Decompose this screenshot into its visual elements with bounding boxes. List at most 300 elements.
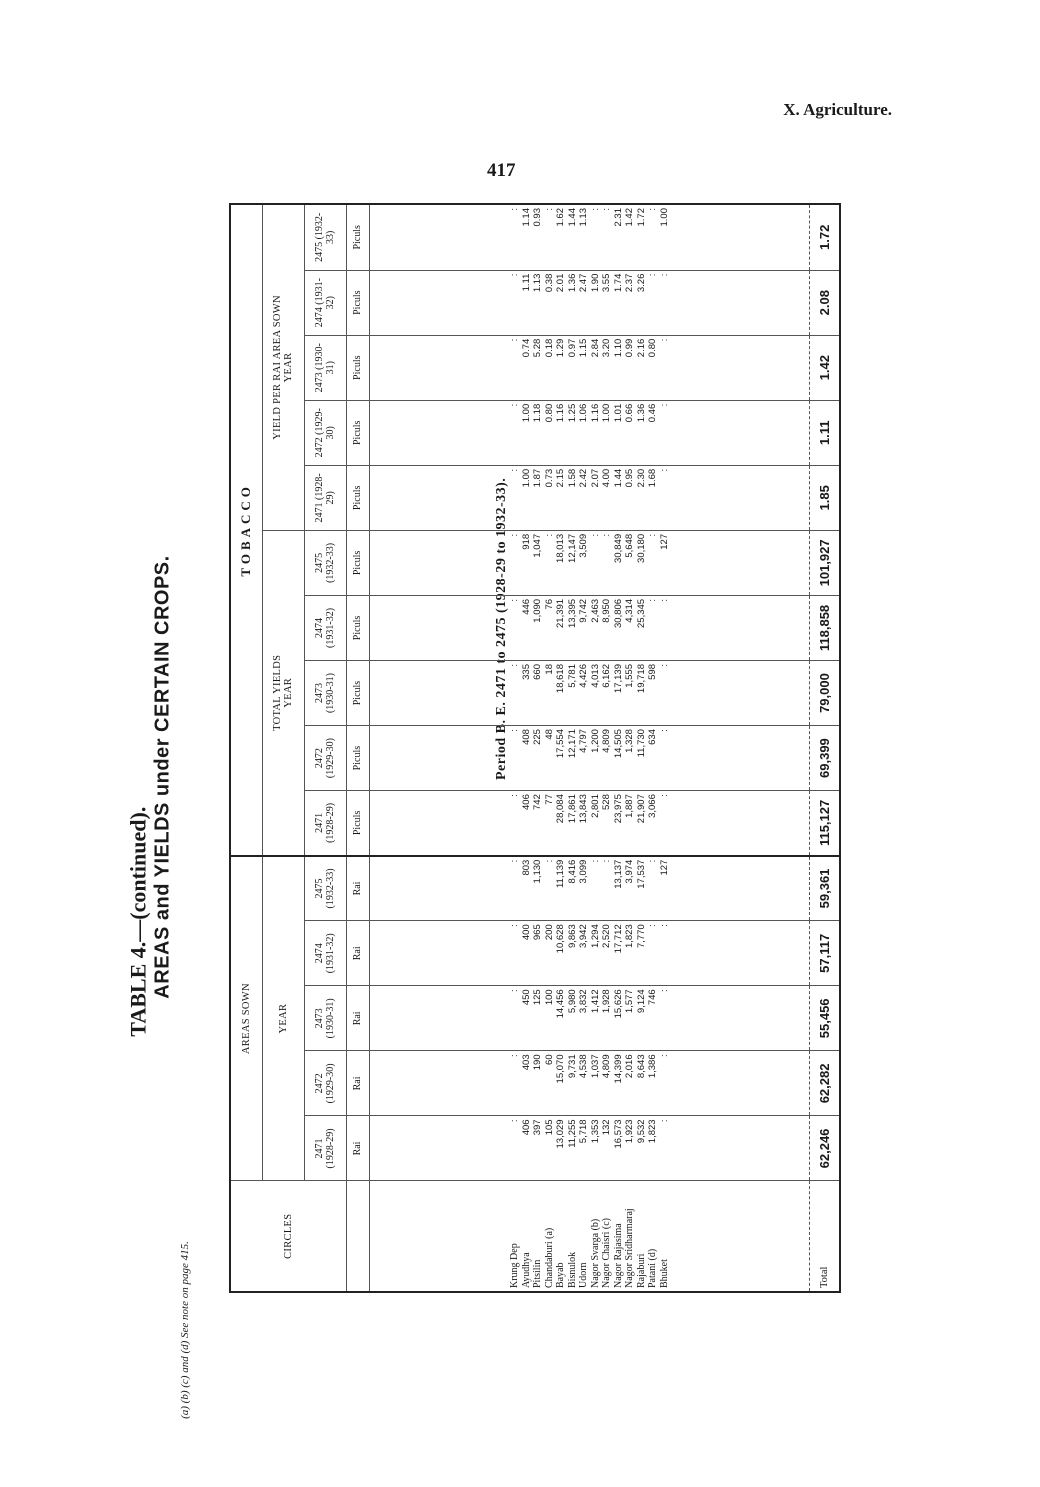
cell-value: 21,907 [635,794,647,824]
cell-value: 335 [520,664,532,680]
cell-value: 1,294 [589,924,601,949]
cell-value: 1.62 [555,208,567,227]
cell-value: 77 [543,794,555,805]
year-be: 2472 [314,748,326,769]
yield-column [370,726,810,791]
unit-rai: Rai [346,1116,370,1181]
cell-value: : [589,208,601,211]
cell-value: 30,180 [635,533,647,563]
cell-value: 14,456 [555,989,567,1019]
cell-value: 4.00 [601,468,613,488]
cell-value: 13,137 [612,859,624,889]
rai-column-values [509,404,670,462]
year-header [304,1051,346,1116]
cell-value: 5.28 [532,338,544,358]
cell-value: 1,328 [624,729,636,753]
cell-value: 0.80 [647,338,659,358]
area-column-values [509,924,670,982]
cell-value: 1.06 [578,403,590,423]
cell-value: : [658,468,670,472]
circle-name: Ayudhya [520,1252,532,1288]
yield-column [370,791,810,856]
cell-value: 2.84 [589,338,601,358]
cell-value: 13,843 [578,794,590,824]
circle-name: Krung Dep [509,1243,521,1288]
cell-value: 3,066 [647,794,659,818]
cell-value: 3,099 [578,859,590,884]
cell-value: 2,520 [601,924,613,949]
total-yields-label: TOTAL YIELDS [272,654,284,731]
area-column-values [509,1054,670,1112]
cell-value: 450 [520,989,532,1006]
cell-value: 105 [543,1119,555,1136]
cell-value: 9,742 [578,598,590,623]
cell-value: 965 [532,924,544,941]
yield-column-values [509,664,670,722]
rai-column [370,205,810,270]
cell-value: 0.46 [647,403,659,423]
year-ad: (1930-31) [325,998,337,1039]
cell-value: : [509,794,521,797]
crop-header: TOBACCO [231,205,262,856]
cell-value: : [509,208,521,211]
cell-value: : [658,338,670,342]
cell-value: 400 [520,924,532,941]
unit-piculs: Piculs [346,205,370,270]
cell-value: 1.44 [612,468,624,488]
cell-value: 1.36 [635,403,647,423]
cell-value: : [509,989,521,992]
year-ad: (1929-30) [325,1063,337,1104]
section-header: X. Agriculture. [783,100,892,119]
circle-name: Bisnulok [566,1251,578,1288]
period-label: Period B. E. 2471 to 2475 (1928-29 to 1932-33). [493,477,509,780]
cell-value: 127 [658,533,670,550]
area-column [370,1116,810,1181]
cell-value: 1,577 [624,989,636,1014]
cell-value: 1.74 [612,273,624,293]
cell-value: 598 [647,664,659,680]
unit-piculs: Piculs [346,726,370,791]
cell-value: 742 [532,794,544,810]
cell-value: : [658,1054,670,1058]
cell-value: : [509,1119,521,1123]
cell-value: 2.47 [578,273,590,293]
cell-value: : [658,664,670,667]
cell-value: : [509,338,521,342]
cell-value: : [509,859,521,863]
year-ad: (1932-33) [325,868,337,909]
cell-value: 1.10 [612,338,624,358]
cell-value: : [658,273,670,277]
cell-value: 918 [520,533,532,550]
cell-value: 528 [601,794,613,810]
rai-column [370,400,810,465]
year-header [304,791,346,856]
cell-value: 30,806 [612,598,624,628]
cell-value: 9,731 [566,1054,578,1079]
cell-value: 125 [532,989,544,1006]
year-ad: (1928-29) [325,1128,337,1169]
year-header [304,465,346,530]
cell-value: : [658,598,670,602]
total-area: 57,117 [810,921,839,986]
cell-value: : [658,729,670,732]
cell-value: : [509,468,521,472]
total-yield: 118,858 [810,595,839,660]
cell-value: 17,712 [612,924,624,954]
total-yield: 115,127 [810,791,839,856]
cell-value: : [543,208,555,211]
year-ad: (1930-31) [325,673,337,714]
year-be: 2471 [314,812,326,833]
cell-value: 11,255 [566,1119,578,1148]
circle-name: Nagor Sridharmaraj [624,1208,636,1288]
yield-column-values [509,729,670,787]
page-number: 417 [487,160,516,181]
cell-value: 446 [520,598,532,615]
cell-value: 1.13 [532,273,544,293]
cell-value: 1,555 [624,664,636,688]
circle-name: Nagor Svarga (b) [589,1218,601,1288]
total-rai: 1.11 [810,400,839,465]
cell-value: 660 [532,664,544,680]
cell-value: : [647,208,659,211]
rai-column-values [509,469,670,527]
cell-value: 76 [543,598,555,610]
total-yield: 101,927 [810,530,839,595]
circle-name: Nagor Rajasima [612,1223,624,1288]
year-be: 2472 [314,1073,326,1094]
year-ad: (1929-30) [325,738,337,779]
cell-value: 11,730 [635,729,647,758]
cell-value: 1,823 [647,1119,659,1144]
cell-value: 5,718 [578,1119,590,1144]
cell-value: 8,643 [635,1054,647,1079]
cell-value: 1.72 [635,208,647,227]
year-header [304,205,346,270]
rai-column-values [509,274,670,332]
cell-value: 12,147 [566,533,578,563]
cell-value: : [543,533,555,537]
footnote-block [170,1241,200,1419]
cell-value: 1.58 [566,468,578,488]
unit-piculs: Piculs [346,400,370,465]
yield-column [370,661,810,726]
cell-value: 803 [520,859,532,876]
cell-value: 0.38 [543,273,555,293]
cell-value: 15,070 [555,1054,567,1084]
year-label: 2473 (1930-31) [314,343,337,393]
total-rai: 1.42 [810,335,839,400]
total-yields-header [262,530,304,855]
cell-value: 1.90 [589,273,601,293]
cell-value: 200 [543,924,555,941]
cell-value: 0.66 [624,403,636,423]
cell-value: 4,809 [601,1054,613,1079]
cell-value: 1.16 [589,403,601,423]
cell-value: 18,618 [555,664,567,694]
yield-column-values [509,794,670,852]
cell-value: 3,974 [624,859,636,884]
cell-value: : [509,533,521,537]
unit-piculs: Piculs [346,530,370,595]
cell-value: 1.87 [532,468,544,488]
cell-value: : [509,598,521,602]
area-column-values [509,989,670,1047]
year-header [304,986,346,1051]
cell-value: : [658,1119,670,1123]
cell-value: 18 [543,664,555,675]
cell-value: 1.42 [624,208,636,227]
cell-value: 1.14 [520,208,532,227]
cell-value: 1.25 [566,403,578,423]
cell-value: 13,029 [555,1119,567,1149]
cell-value: 746 [647,989,659,1006]
cell-value: 3,509 [578,533,590,558]
circle-name: Pitsilin [532,1259,544,1288]
year-header [304,856,346,921]
cell-value: : [543,859,555,863]
table-subtitle: AREAS and YIELDS under CERTAIN CROPS. [151,555,174,999]
cell-value: 3.55 [601,273,613,293]
rai-column [370,270,810,335]
circle-name: Bayab [555,1262,567,1288]
cell-value: 14,399 [612,1054,624,1084]
cell-value: 9,124 [635,989,647,1014]
cell-value: 48 [543,729,555,740]
table-rotated [231,205,839,1291]
unit-piculs: Piculs [346,661,370,726]
cell-value: : [509,403,521,407]
cell-value: 5,648 [624,533,636,558]
cell-value: : [658,794,670,797]
cell-value: 1.15 [578,338,590,358]
cell-value: 1.01 [612,403,624,423]
area-column [370,921,810,986]
total-yield: 69,399 [810,726,839,791]
table-frame [229,203,841,1293]
cell-value: 2,801 [589,794,601,818]
year-label: 2472 (1929-30) [314,408,337,458]
footnote: (a) (b) (c) and (d) See note on page 415. [179,1241,191,1419]
cell-value: 1,047 [532,533,544,558]
cell-value: 3,942 [578,924,590,949]
cell-value: 0.97 [566,338,578,358]
cell-value: 17,554 [555,729,567,759]
unit-piculs: Piculs [346,465,370,530]
yield-column [370,530,810,595]
cell-value: 406 [520,1119,532,1136]
circle-name: Rajaburi [635,1253,647,1288]
cell-value: 403 [520,1054,532,1071]
cell-value: 4,797 [578,729,590,753]
cell-value: 19,718 [635,664,647,694]
cell-value: 2.15 [555,468,567,488]
cell-value: : [658,924,670,927]
yield-column [370,595,810,660]
circle-name: Patani (d) [647,1248,659,1288]
cell-value: 14,505 [612,729,624,759]
circle-name: Chandaburi (a) [543,1227,555,1288]
unit-piculs: Piculs [346,791,370,856]
cell-value: 2,463 [589,598,601,623]
unit-blank [346,1181,370,1291]
cell-value: 1.44 [566,208,578,227]
cell-value: 25,345 [635,598,647,628]
cell-value: 1,928 [601,989,613,1014]
cell-value: : [601,859,613,863]
cell-value: 28,084 [555,794,567,824]
area-column-values [509,860,670,918]
cell-value: 23,975 [612,794,624,824]
circles-column [370,1181,810,1291]
cell-value: 1,386 [647,1054,659,1079]
total-area: 62,246 [810,1116,839,1181]
area-column-values [509,1119,670,1177]
cell-value: 2.42 [578,468,590,488]
circles-header: CIRCLES [231,1181,346,1291]
cell-value: 11,139 [555,859,567,889]
year-header [304,595,346,660]
year-be: 2475 [314,878,326,899]
cell-value: 12,171 [566,729,578,759]
cell-value: 2.37 [624,273,636,293]
yield-column-values [509,599,670,657]
year-be: 2473 [314,683,326,704]
cell-value: 2.16 [635,338,647,358]
cell-value: 9,863 [566,924,578,949]
cell-value: 1.13 [578,208,590,227]
cell-value: 1.36 [566,273,578,293]
cell-value: 1.00 [520,468,532,488]
rai-column [370,335,810,400]
cell-value: 7,770 [635,924,647,949]
cell-value: 0.99 [624,338,636,358]
cell-value: 1,353 [589,1119,601,1144]
rai-column-values [509,208,670,267]
year-header [304,270,346,335]
year-be: 2471 [314,1138,326,1159]
cell-value: 4,809 [601,729,613,753]
year-label: 2475 (1932-33) [314,212,337,262]
rai-column [370,465,810,530]
yield-per-rai-header [262,205,304,530]
cell-value: : [509,1054,521,1058]
cell-value: 3.20 [601,338,613,358]
cell-value: 0.73 [543,468,555,488]
title-block [110,210,190,1360]
circle-name: Udorn [578,1262,590,1288]
cell-value: : [647,273,659,277]
year-ad: (1932-33) [325,542,337,583]
unit-piculs: Piculs [346,270,370,335]
year-be: 2475 [314,552,326,573]
cell-value: 132 [601,1119,613,1136]
total-area: 59,361 [810,856,839,921]
year-header [304,1116,346,1181]
cell-value: 5,781 [566,664,578,688]
cell-value: 634 [647,729,659,745]
cell-value: 1,200 [589,729,601,753]
unit-piculs: Piculs [346,335,370,400]
cell-value: 3,832 [578,989,590,1014]
areas-sown-header: AREAS SOWN [231,856,262,1181]
cell-value: : [509,924,521,927]
cell-value: 1.00 [601,403,613,423]
cell-value: 406 [520,794,532,810]
year-label: 2471 (1928-29) [314,473,337,523]
cell-value: 0.93 [532,208,544,227]
cell-value: 1,412 [589,989,601,1014]
cell-value: 6,162 [601,664,613,688]
unit-rai: Rai [346,986,370,1051]
year-be: 2474 [314,943,326,964]
area-column [370,986,810,1051]
cell-value: : [658,403,670,407]
cell-value: 2.07 [589,468,601,488]
cell-value: : [647,533,659,537]
cell-value: 18,013 [555,533,567,563]
cell-value: : [509,273,521,277]
tobacco-table [231,205,839,1291]
unit-rai: Rai [346,1051,370,1116]
cell-value: : [647,859,659,863]
cell-value: 1,037 [589,1054,601,1079]
cell-value: 2.31 [612,208,624,227]
unit-piculs: Piculs [346,595,370,660]
cell-value: 0.95 [624,468,636,488]
year-header [304,726,346,791]
cell-value: 1,923 [624,1119,636,1144]
cell-value: 1,090 [532,598,544,623]
cell-value: 1.11 [520,273,532,292]
cell-value: 0.74 [520,338,532,358]
year-ad: (1928-29) [325,802,337,843]
circle-list [509,1185,670,1289]
cell-value: 16,573 [612,1119,624,1149]
cell-value: 2,016 [624,1054,636,1079]
cell-value: 17,139 [612,664,624,694]
cell-value: : [509,664,521,667]
total-rai: 1.72 [810,205,839,270]
areas-year-header: YEAR [262,856,304,1181]
total-area: 62,282 [810,1051,839,1116]
unit-rai: Rai [346,856,370,921]
cell-value: 8,416 [566,859,578,884]
cell-value: : [589,859,601,863]
year-header [304,661,346,726]
cell-value: : [647,924,659,927]
cell-value: 15,626 [612,989,624,1019]
year-label: 2474 (1931-32) [314,278,337,328]
cell-value: 225 [532,729,544,745]
year-header [304,335,346,400]
cell-value: 4,426 [578,664,590,688]
year-be: 2473 [314,1008,326,1029]
total-area: 55,456 [810,986,839,1051]
cell-value: 0.18 [543,338,555,358]
cell-value: 4,538 [578,1054,590,1079]
cell-value: : [658,989,670,992]
table-title: TABLE 4.—(continued). [125,806,151,1037]
cell-value: 1,130 [532,859,544,884]
cell-value: 2.01 [555,273,567,293]
cell-value: 1.16 [555,403,567,423]
cell-value: 2.30 [635,468,647,488]
yield-per-rai-year: YEAR [283,352,295,383]
rai-column-values [509,339,670,397]
